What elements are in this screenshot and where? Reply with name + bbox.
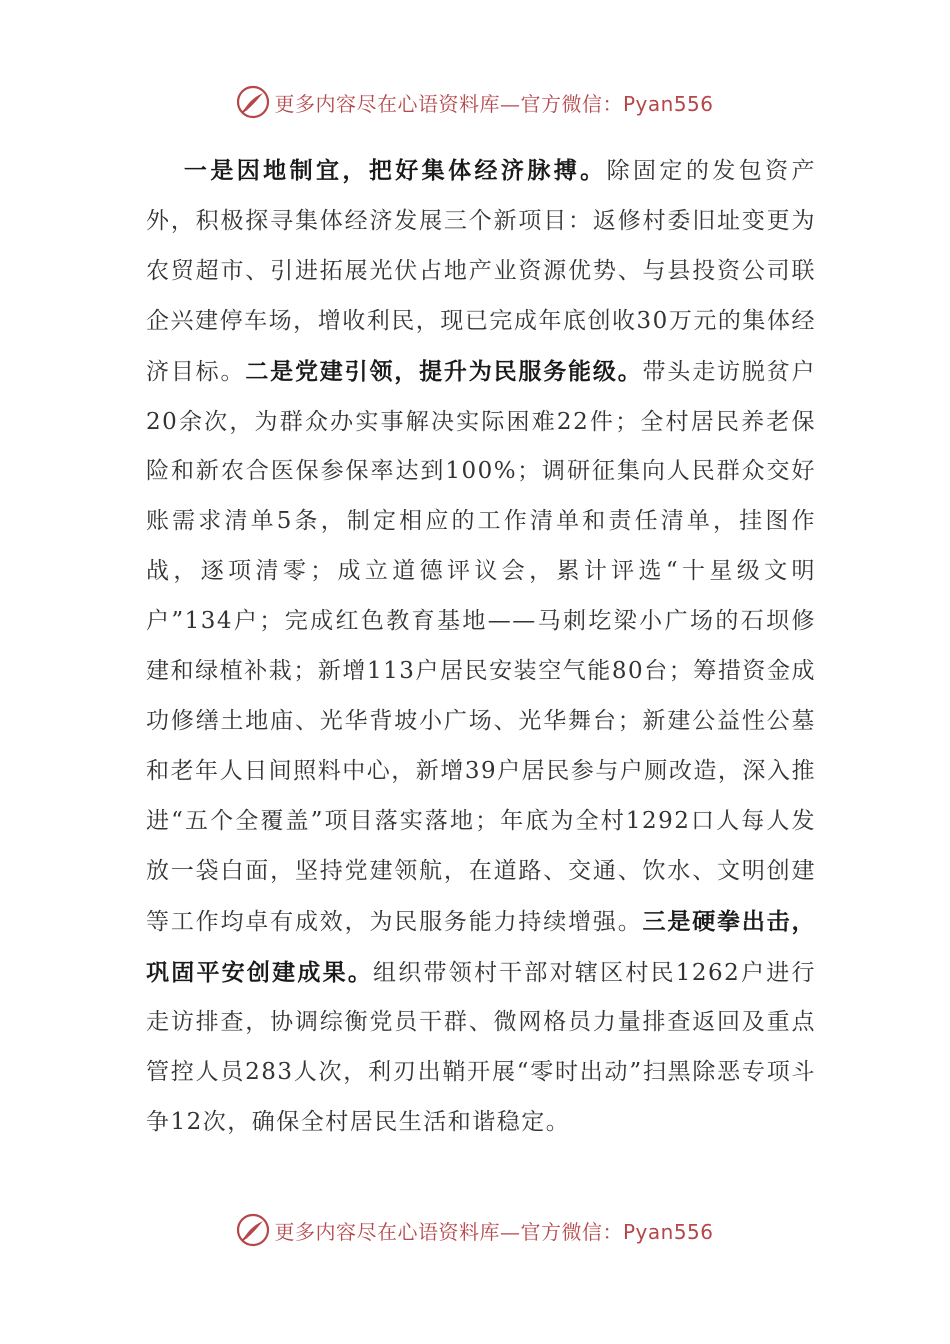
section-heading-1: 一是因地制宜，把好集体经济脉搏。 — [182, 157, 607, 184]
section-body-2: 带头走访脱贫户20余次，为群众办实事解决实际困难22件；全村居民养老保险和新农合医保参保率达到100%；调研征集向人民群众交好账需求清单5条，制定相应的工作清单和责任清单，挂图作战，逐项清零；成立道德评议会，累计评选“十星级文明户”134户；完成红色教育基地——马刺圪梁小广场的石坝修建和绿植补栽；新增113户居民安装空气能80台；筹措资金成功修缮土地庙、光华背坡小广场、光华舞台；新建公益性公墓和老年人日间照料中心，新增39户居民参与户厕改造，深入推进“五个全覆盖”项目落实落地；年底为全村1292口人每人发放一袋白面，坚持党建领航，在道路、交通、饮水、文明创建等工作均卓有成效，为民服务能力持续增强。 — [146, 358, 817, 935]
header-watermark — [0, 84, 950, 120]
pen-logo-icon — [236, 1213, 270, 1247]
section-heading-2: 二是党建引领，提升为民服务能级。 — [245, 357, 643, 385]
section-heading-3: 三是硬拳出击，巩固平安创建成果。 — [146, 907, 817, 986]
section-body-3: 组织带领村干部对辖区村民1262户进行走访排查，协调综衡党员干群、微网格员力量排查返回及重点管控人员283人次，利刃出鞘开展“零时出动”扫黑除恶专项斗争12次，确保全村居民生活和谐稳定。 — [146, 959, 816, 1136]
body-paragraph — [146, 146, 816, 1148]
pen-logo-icon — [236, 85, 270, 119]
watermark-text: 更多内容尽在心语资料库—官方微信：Pyan556 — [274, 1219, 714, 1244]
footer-watermark — [0, 1212, 950, 1248]
watermark-text: 更多内容尽在心语资料库—官方微信：Pyan556 — [274, 91, 714, 116]
section-body-1: 除固定的发包资产外，积极探寻集体经济发展三个新项目：返修村委旧址变更为农贸超市、引进拓展光伏占地产业资源优势、与县投资公司联企兴建停车场，增收利民，现已完成年底创收30万元的集体经济目标。 — [146, 158, 817, 385]
